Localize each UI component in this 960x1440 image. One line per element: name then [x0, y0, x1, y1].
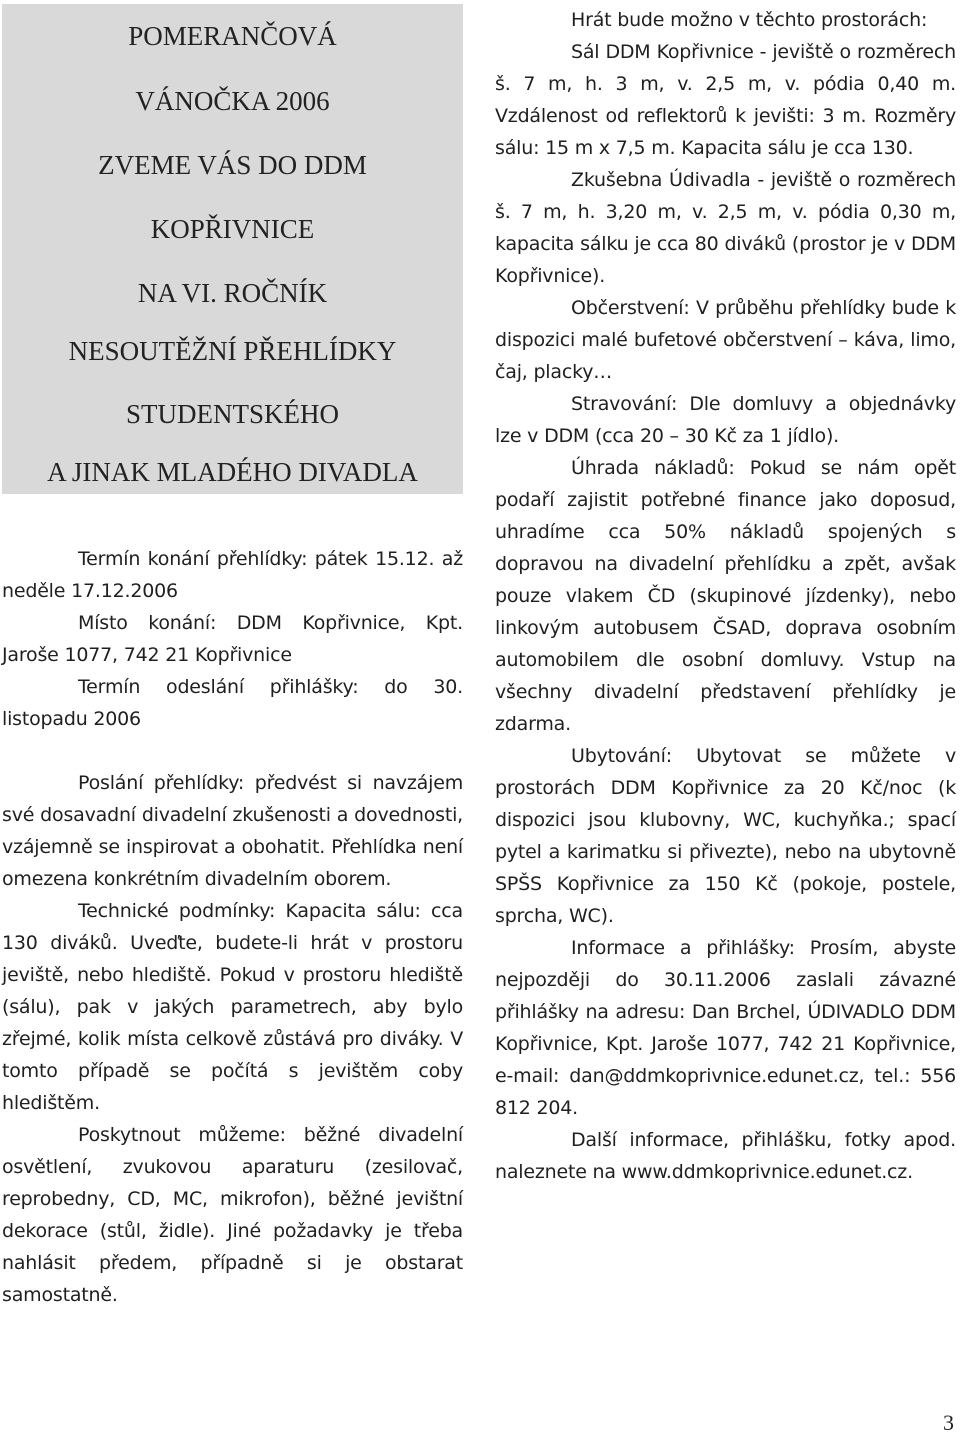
cost-coverage: Úhrada nákladů: Pokud se nám opět podaří zajistit potřebné finance jako doposud, uhradíme cca 50% nákladů spojených s dopravou na divadelní přehlídku a zpět, avšak pouze vlakem ČD (skupinové jízdenky), nebo linkovým autobusem ČSAD, doprava osobním automobilem dle osobní domluvy. Vstup na všechny divadelní představení přehlídky je zdarma.: [495, 457, 956, 735]
title-line: NA VI. ROČNÍK: [137, 278, 328, 308]
festival-mission: Poslání přehlídky: předvést si navzájem své dosavadní divadelní zkušenosti a dovednosti, vzájemně se inspirovat a obohatit. Přehlídka není omezena konkrétním divadelním oborem.: [2, 772, 463, 890]
page-number: 3: [943, 1410, 954, 1435]
title-line: STUDENTSKÉHO: [126, 399, 339, 429]
event-venue: Místo konání: DDM Kopřivnice, Kpt. Jaroše 1077, 742 21 Kopřivnice: [2, 612, 463, 666]
title-line: NESOUTĚŽNÍ PŘEHLÍDKY: [68, 336, 397, 366]
venue-hall: Sál DDM Kopřivnice - jeviště o rozměrech š. 7 m, h. 3 m, v. 2,5 m, v. pódia 0,40 m. Vzdálenost od reflektorů k jevišti: 3 m. Rozměry sálu: 15 m x 7,5 m. Kapacita sálu je cca 130.: [495, 41, 956, 159]
contact-info: Informace a přihlášky: Prosím, abyste nejpozději do 30.11.2006 zaslali závazné přihlášky na adresu: Dan Brchel, ÚDIVADLO DDM Kopřivnice, Kpt. Jaroše 1077, 742 21 Kopřivnice, e-mail: dan@ddmkoprivnice.edunet.cz, tel.: 556 812 204.: [495, 937, 956, 1119]
left-column: [2, 543, 463, 1311]
technical-conditions: Technické podmínky: Kapacita sálu: cca 130 diváků. Uveďte, budete-li hrát v prostoru jeviště, nebo hlediště. Pokud v prostoru hlediště (sálu), pak v jakých parametrech, aby bylo zřejmé, kolik místa celkově zůstává pro diváky. V tomto případě se počítá s jevištěm coby hledištěm.: [2, 900, 463, 1114]
event-date: Termín konání přehlídky: pátek 15.12. až neděle 17.12.2006: [2, 548, 463, 602]
venues-intro: Hrát bude možno v těchto prostorách:: [571, 9, 928, 31]
title-line: A JINAK MLADÉHO DIVADLA: [47, 457, 418, 487]
accommodation: Ubytování: Ubytovat se můžete v prostorách DDM Kopřivnice za 20 Kč/noc (k dispozici jsou klubovny, WC, kuchyňka.; spací pytel a karimatku si přivezte), nebo na ubytovně SPŠS Kopřivnice za 150 Kč (pokoje, postele, sprcha, WC).: [495, 745, 956, 927]
refreshments: Občerstvení: V průběhu přehlídky bude k dispozici malé bufetové občerstvení – káva, limo, čaj, placky…: [495, 297, 956, 383]
right-column: [495, 4, 956, 1188]
title-line: KOPŘIVNICE: [150, 214, 315, 244]
title-line: ZVEME VÁS DO DDM: [98, 150, 367, 180]
meals: Stravování: Dle domluvy a objednávky lze v DDM (cca 20 – 30 Kč za 1 jídlo).: [495, 393, 956, 447]
venue-rehearsal-room: Zkušebna Údivadla - jeviště o rozměrech š. 7 m, h. 3,20 m, v. 2,5 m, v. pódia 0,30 m, kapacita sálku je cca 80 diváků (prostor je v DDM Kopřivnice).: [495, 169, 956, 287]
provided-equipment: Poskytnout můžeme: běžné divadelní osvětlení, zvukovou aparaturu (zesilovač, reprobedny, CD, MC, mikrofon), běžné jevištní dekorace (stůl, židle). Jiné požadavky je třeba nahlásit předem, případně si je obstarat samostatně.: [2, 1124, 463, 1306]
title-line: POMERANČOVÁ: [128, 21, 337, 51]
further-info: Další informace, přihlášku, fotky apod. naleznete na www.ddmkoprivnice.edunet.cz.: [495, 1129, 956, 1183]
title-line: VÁNOČKA 2006: [135, 86, 330, 116]
application-deadline: Termín odeslání přihlášky: do 30. listopadu 2006: [2, 676, 463, 730]
title-box: [2, 4, 463, 494]
